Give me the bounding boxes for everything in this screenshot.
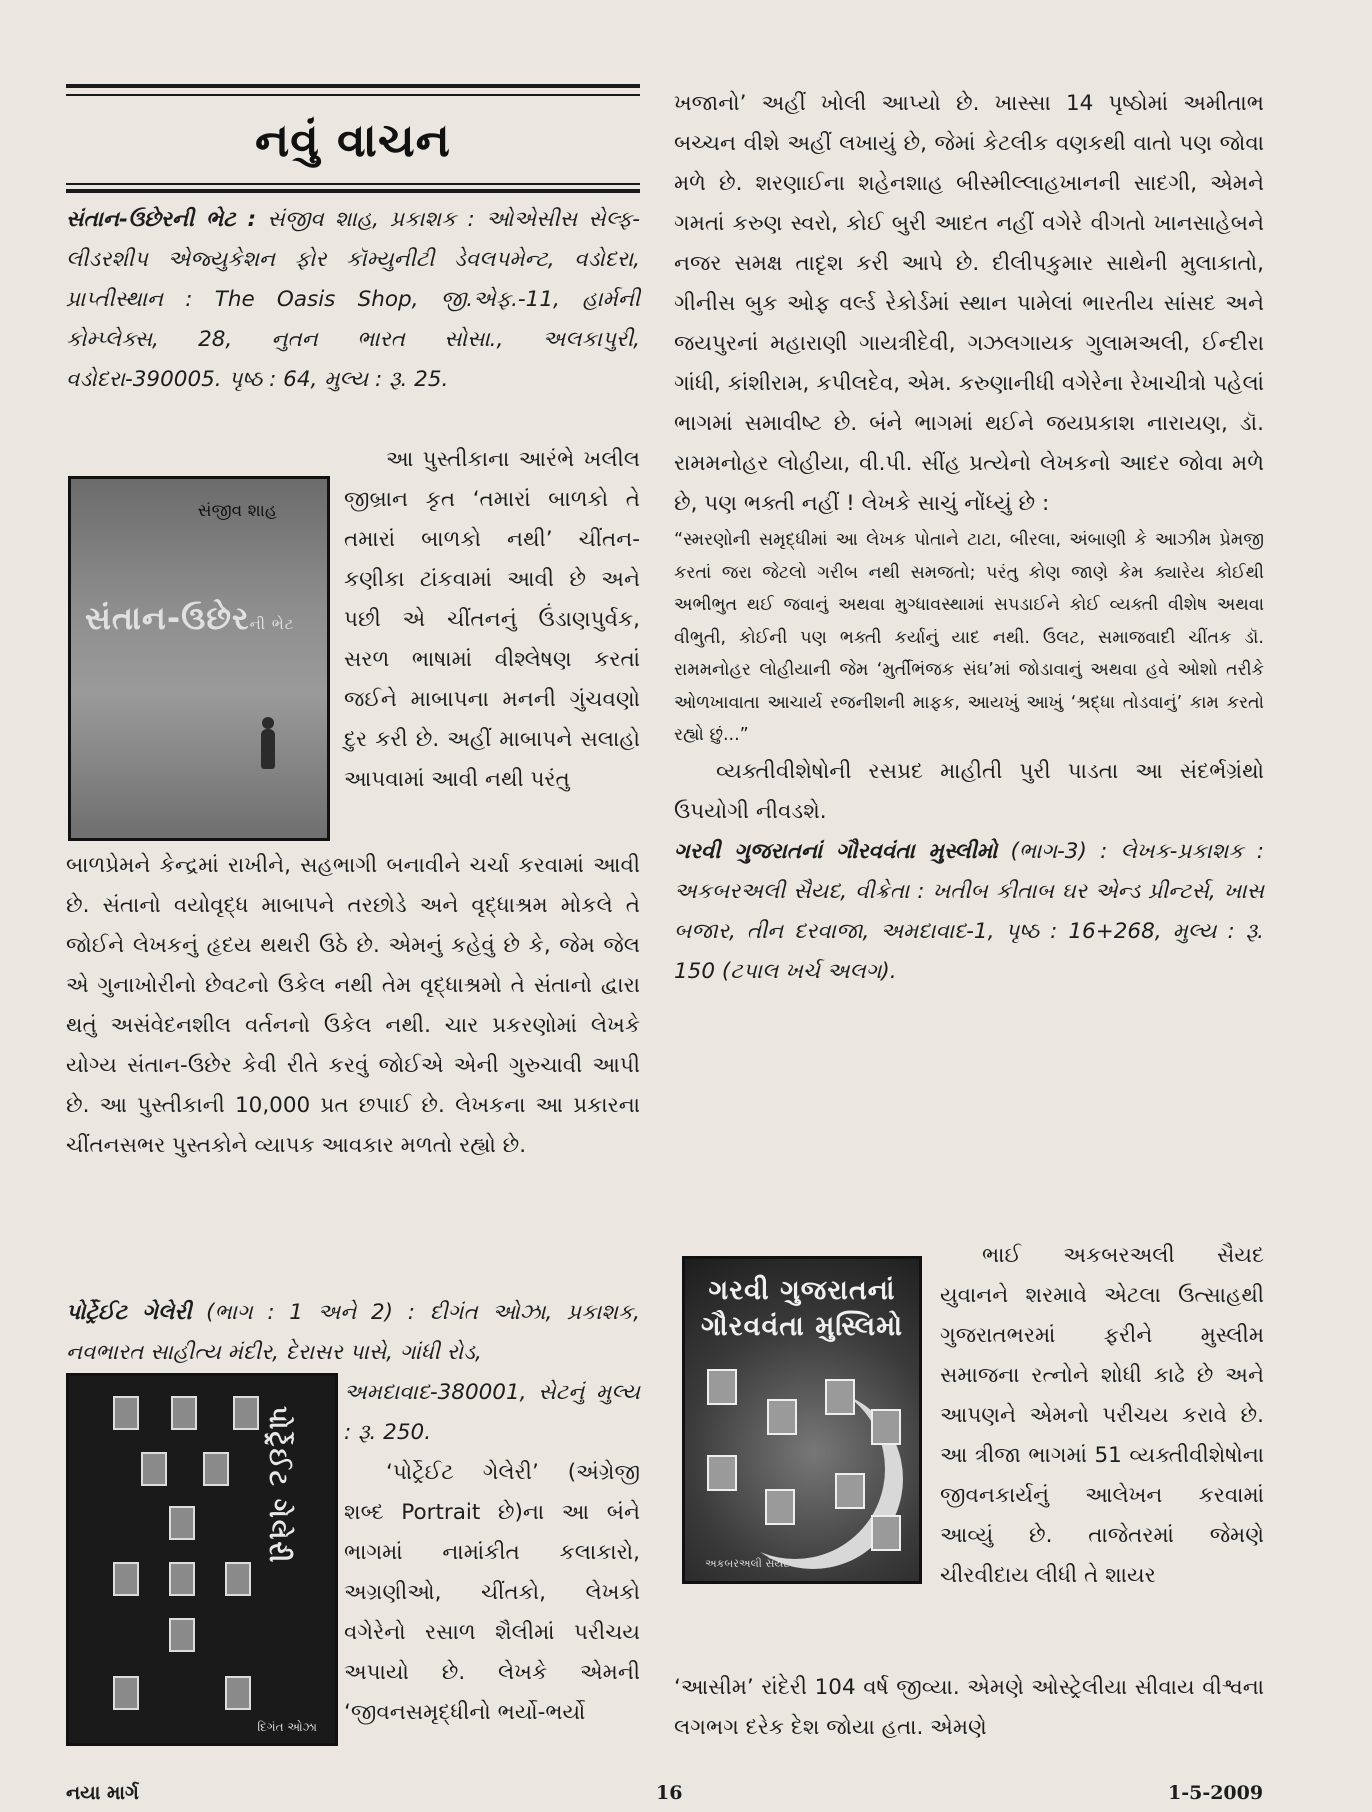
portrait-icon [113, 1676, 139, 1710]
portrait-icon [225, 1562, 251, 1596]
book-meta-1: સંજીવ શાહ, પ્રકાશક : ઓએસીસ સેલ્ફ-લીડરશીપ એજ્યુકેશન ફોર કૉમ્યુનીટી ડેવલપમેન્ટ, વડોદરા, પ્રાપ્તીસ્થાન : The Oasis Shop, જી.એફ.-11, હાર્મની કોમ્પ્લેક્સ, 28, નુતન ભારત સોસા., અલકાપુરી, વડોદરા-390005. પૃષ્ઠ : 64, મુલ્ય : રૂ. 25. [66, 207, 640, 392]
portrait-icon [835, 1473, 865, 1509]
portrait-icon [767, 1399, 797, 1435]
book-title-3: ગરવી ગુજરાતનાં ગૌરવવંતા મુસ્લીમો [674, 838, 998, 864]
header-rule [66, 94, 640, 96]
publication-name: નયા માર્ગ [66, 1782, 139, 1804]
child-figure-icon [261, 729, 275, 769]
cover-title: સંતાન-ઉછેરની ભેટ [85, 599, 295, 637]
portrait-icon [225, 1676, 251, 1710]
portrait-icon [203, 1452, 229, 1486]
review-body-3: ‘આસીમ’ રાંદેરી 104 વર્ષ જીવ્યા. એમણે ઓસ્ટ્રેલીયા સીવાય વીશ્વના લગભગ દરેક દેશ જોયા હતા. એમણે [674, 1675, 1264, 1740]
portrait-icon [871, 1409, 901, 1445]
portrait-icon [707, 1369, 737, 1405]
section-title: નવું વાચન [255, 113, 451, 167]
cover-author: અકબરઅલી સૈયદ [705, 1557, 790, 1570]
book-meta-2a: (ભાગ : 1 અને 2) : દીગંત ઓઝા, પ્રકાશક, નવભારત સાહીત્ય મંદીર, દેરાસર પાસે, ગાંધી રોડ, [66, 1300, 640, 1365]
cover-author: દિગંત ઓઝા [257, 1720, 317, 1734]
review-intro-3: ભાઈ અકબરઅલી સૈયદ યુવાનને શરમાવે એટલા ઉત્સાહથી ગુજરાતભરમાં ફરીને મુસ્લીમ સમાજના રત્નોને શોધી કાઢે છે અને આપણને એમનો પરીચય કરાવે છે. આ ત્રીજા ભાગમાં 51 વ્યક્તીવીશેષોના જીવનકાર્યનું આલેખન કરવામાં આવ્યું છે. તાજેતરમાં જેમણે ચીરવીદાય લીધી તે શાયર [940, 1243, 1264, 1588]
review-body-2: ‘પોર્ટ્રેઈટ ગેલેરી’ (અંગ્રેજી શબ્દ Portrait છે)ના આ બંને ભાગમાં નામાંકીત કલાકારો, અગ્રણીઓ, ચીંતકો, લેખકો વગેરેનો રસાળ શૈલીમાં પરીચય અપાયો છે. લેખકે એમની ‘જીવનસમૃદ્ધીનો ભર્યો-ભર્યો [344, 1460, 640, 1725]
header-rule [66, 189, 640, 193]
book-cover-image-2 [66, 1373, 338, 1746]
page-number: 16 [656, 1782, 683, 1804]
review-body-2-continued: ખજાનો’ અહીં ખોલી આપ્યો છે. ખાસ્સા 14 પૃષ્ઠોમાં અમીતાભ બચ્ચન વીશે અહીં લખાયું છે, જેમાં કેટલીક વણકથી વાતો પણ જોવા મળે છે. શરણાઈના શહેનશાહ બીસ્મીલ્લાહખાનની સાદગી, એમને ગમતાં કરુણ સ્વરો, કોઈ બુરી આદત નહીં વગેરે વીગતો ખાનસાહેબને નજર સમક્ષ તાદૃશ કરી આપે છે. દીલીપકુમાર સાથેની મુલાકાતો, ગીનીસ બુક ઓફ વર્લ્ડ રેકોર્ડમાં સ્થાન પામેલાં ભારતીય સાંસદ અને જયપુરનાં મહારાણી ગાયત્રીદેવી, ગઝલગાયક ગુલામઅલી, ઈન્દીરા ગાંધી, કાંશીરામ, કપીલદેવ, એમ. કરુણાનીધી વગેરેના રેખાચીત્રો પહેલાં ભાગમાં સમાવીષ્ટ છે. બંને ભાગમાં થઈને જયપ્રકાશ નારાયણ, ડૉ. રામમનોહર લોહીયા, વી.પી. સીંહ પ્રત્યેનો લેખકનો આદર જોવા મળે છે, પણ ભક્તી નહીં ! લેખકે સાચું નોંધ્યું છે : [674, 91, 1264, 516]
portrait-icon [707, 1455, 737, 1491]
left-column [66, 200, 640, 400]
book-entry-2 [66, 1293, 640, 1373]
book-entry-3 [674, 832, 1264, 992]
portrait-icon [113, 1396, 139, 1430]
cover-title: પોર્ટ્રેઈટ ગેલેરી [263, 1406, 293, 1565]
book-entry-1 [66, 200, 640, 400]
portrait-icon [871, 1515, 901, 1551]
cover-author: સંજીવ શાહ [197, 501, 277, 521]
portrait-icon [171, 1396, 197, 1430]
book-meta-2b: અમદાવાદ-380001, સેટનું મુલ્ય : રૂ. 250. [344, 1380, 640, 1445]
book-cover-image-3 [682, 1256, 922, 1584]
header-rule [66, 183, 640, 185]
review-intro-1: આ પુસ્તીકાના આરંભે ખલીલ જીબ્રાન કૃત ‘તમારાં બાળકો તે તમારાં બાળકો નથી’ ચીંતન-કણીકા ટાંકવામાં આવી છે અને પછી એ ચીંતનનું ઉંડાણપુર્વક, સરળ ભાષામાં વીશ્લેષણ કરતાં જઈને માબાપના મનની ગુંચવણો દુર કરી છે. અહીં માબાપને સલાહો આપવામાં આવી નથી પરંતુ [344, 447, 640, 792]
portrait-icon [169, 1562, 195, 1596]
book-title-1: સંતાન-ઉછેરની ભેટ : [66, 207, 257, 232]
cover-title-line1: ગરવી ગુજરાતનાં [708, 1275, 896, 1306]
cover-title-line2: ગૌરવવંતા મુસ્લિમો [701, 1311, 903, 1342]
right-column [674, 84, 1264, 992]
portrait-icon [169, 1618, 195, 1652]
book-title-2: પોર્ટ્રેઈટ ગેલેરી [66, 1300, 192, 1325]
review-conclusion-2: વ્યક્તીવીશેષોની રસપ્રદ માહીતી પુરી પાડતા આ સંદર્ભગ્રંથો ઉપયોગી નીવડશે. [674, 758, 1264, 824]
header-rule [66, 84, 640, 88]
book-meta-3: (ભાગ-3) : લેખક-પ્રકાશક : અકબરઅલી સૈયદ, વીક્રેતા : ખતીબ કીતાબ ઘર એન્ડ પ્રીન્ટર્સ, ખાસ બજાર, તીન દરવાજા, અમદાવાદ-1, પૃષ્ઠ : 16+268, મુલ્ય : રૂ. 150 (ટપાલ ખર્ચ અલગ). [674, 838, 1264, 984]
portrait-icon [825, 1379, 855, 1415]
portrait-icon [169, 1506, 195, 1540]
portrait-icon [233, 1396, 259, 1430]
review-body-1: બાળપ્રેમને કેન્દ્રમાં રાખીને, સહભાગી બનાવીને ચર્ચા કરવામાં આવી છે. સંતાનો વયોવૃદ્ધ માબાપને તરછોડે અને વૃદ્ધાશ્રમ મોકલે તે જોઈને લેખકનું હૃદય થથરી ઉઠે છે. એમનું કહેવું છે કે, જેમ જેલ એ ગુનાખોરીનો છેવટનો ઉકેલ નથી તેમ વૃદ્ધાશ્રમો તે સંતાનો દ્વારા થતું અસંવેદનશીલ વર્તનનો ઉકેલ નથી. ચાર પ્રકરણોમાં લેખકે યોગ્ય સંતાન-ઉછેર કેવી રીતે કરવું જોઈએ એની ગુરુચાવી આપી છે. આ પુસ્તીકાની 10,000 પ્રત છપાઈ છે. લેખકના આ પ્રકારના ચીંતનસભર પુસ્તકોને વ્યાપક આવકાર મળતો રહ્યો છે. [66, 853, 640, 1158]
issue-date: 1-5-2009 [1168, 1782, 1264, 1804]
author-quote: “સ્મરણોની સમૃદ્ધીમાં આ લેખક પોતાને ટાટા, બીરલા, અંબાણી કે આઝીમ પ્રેમજી કરતાં જરા જેટલો ગરીબ નથી સમજતો; પરંતુ કોણ જાણે કેમ ક્યારેય કોઈથી અભીભુત થઈ જવાનું અથવા મુગ્ધાવસ્થામાં સપડાઈને કોઈ વ્યક્તી વીશેષ અથવા વીભુતી, કોઈની પણ ભક્તી કર્યાનું યાદ નથી. ઉલટ, સમાજવાદી ચીંતક ડૉ. રામમનોહર લોહીયાની જેમ ‘મુર્તીભંજક સંઘ’માં જોડાવાનું અથવા હવે ઓશો તરીકે ઓળખાવાતા આચાર્ય રજનીશની માફક, આયખું આખું ‘શ્રદ્ધા તોડવાનું’ કામ કરતો રહ્યો છું...” [674, 530, 1264, 745]
portrait-icon [113, 1562, 139, 1596]
portrait-icon [141, 1452, 167, 1486]
portrait-icon [765, 1489, 795, 1525]
book-cover-image-1 [68, 476, 330, 841]
